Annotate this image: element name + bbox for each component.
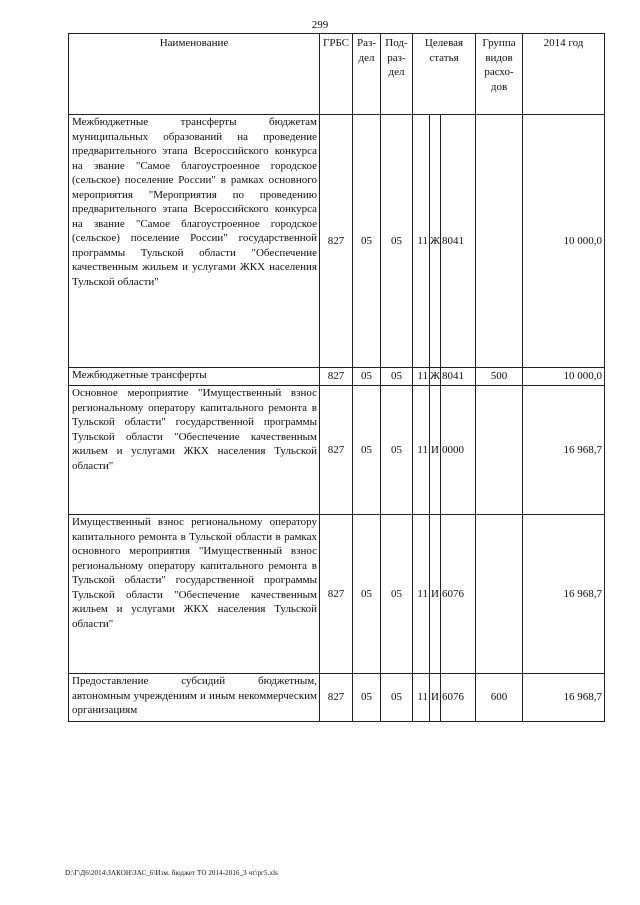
- row-podrazdel: 05: [381, 368, 413, 386]
- row-cs-direction: 8041: [441, 115, 476, 368]
- header-razdel: Раз- дел: [353, 34, 381, 115]
- row-cs-event: И: [430, 515, 441, 674]
- row-podrazdel: 05: [381, 115, 413, 368]
- row-cs-program: 11: [413, 515, 430, 674]
- row-vid: 500: [476, 368, 523, 386]
- table-row: [69, 368, 605, 386]
- row-podrazdel: 05: [381, 674, 413, 722]
- header-year: 2014 год: [523, 34, 605, 115]
- row-grbs: 827: [320, 115, 353, 368]
- row-cs-program: 11: [413, 386, 430, 515]
- table-row: [69, 115, 605, 368]
- row-grbs: 827: [320, 674, 353, 722]
- row-grbs: 827: [320, 515, 353, 674]
- row-cs-program: 11: [413, 674, 430, 722]
- row-vid: [476, 115, 523, 368]
- row-podrazdel: 05: [381, 515, 413, 674]
- row-vid: [476, 515, 523, 674]
- row-name: Межбюджетные трансферты бюджетам муниципальных образований на проведение предварительного этапа Всероссийского конкурса на звание "Самое благоустроенное городское (сельское) поселение России" в рамках основного мероприятия "Мероприятия по проведению предварительного этапа Всероссийского конкурса на звание "Самое благоустроенное городское (сельское) поселение России" государственной программы Тульской области "Обеспечение качественным жильем и услугами ЖКХ населения Тульской области": [69, 115, 320, 368]
- header-celevaya-statya: Целевая статья: [413, 34, 476, 115]
- row-name: Имущественный взнос региональному оператору капитального ремонта в Тульской области в рамках основного мероприятия "Имущественный взнос региональному оператору капитального ремонта в Тульской области" государственной программы Тульской области "Обеспечение качественным жильем и услугами ЖКХ населения Тульской области": [69, 515, 320, 674]
- row-cs-event: И: [430, 386, 441, 515]
- header-name: Наименование: [69, 34, 320, 115]
- row-grbs: 827: [320, 386, 353, 515]
- row-amount: 16 968,7: [523, 515, 605, 674]
- header-podrazdel: Под- раз- дел: [381, 34, 413, 115]
- row-amount: 10 000,0: [523, 115, 605, 368]
- row-razdel: 05: [353, 515, 381, 674]
- row-razdel: 05: [353, 368, 381, 386]
- header-gruppa-vidov: Группа видов расхо- дов: [476, 34, 523, 115]
- row-amount: 10 000,0: [523, 368, 605, 386]
- row-razdel: 05: [353, 386, 381, 515]
- row-cs-event: И: [430, 674, 441, 722]
- row-razdel: 05: [353, 674, 381, 722]
- row-vid: 600: [476, 674, 523, 722]
- row-cs-program: 11: [413, 368, 430, 386]
- footer-file-path: D:\Г\Д6\2014\ЗАКОН\ЗАС_6\Изм. бюджет ТО 2014-2016_3 чт\рг5.xls: [65, 869, 278, 877]
- table-row: [69, 674, 605, 722]
- budget-table: [68, 33, 605, 722]
- table-header-row: [69, 34, 605, 115]
- row-cs-event: Ж: [430, 115, 441, 368]
- row-vid: [476, 386, 523, 515]
- row-amount: 16 968,7: [523, 386, 605, 515]
- row-name: Основное мероприятие "Имущественный взнос региональному оператору капитального ремонта в Тульской области" государственной программы Тульской области "Обеспечение качественным жильем и услугами ЖКХ населения Тульской области": [69, 386, 320, 515]
- row-name: Предоставление субсидий бюджетным, автономным учреждениям и иным некоммерческим организациям: [69, 674, 320, 722]
- table-row: [69, 515, 605, 674]
- header-grbs: ГРБС: [320, 34, 353, 115]
- row-cs-program: 11: [413, 115, 430, 368]
- page-number: 299: [311, 19, 329, 31]
- row-cs-direction: 6076: [441, 515, 476, 674]
- row-grbs: 827: [320, 368, 353, 386]
- table-row: [69, 386, 605, 515]
- row-name: Межбюджетные трансферты: [69, 368, 320, 386]
- row-amount: 16 968,7: [523, 674, 605, 722]
- row-cs-event: Ж: [430, 368, 441, 386]
- row-cs-direction: 8041: [441, 368, 476, 386]
- row-cs-direction: 0000: [441, 386, 476, 515]
- row-cs-direction: 6076: [441, 674, 476, 722]
- row-razdel: 05: [353, 115, 381, 368]
- row-podrazdel: 05: [381, 386, 413, 515]
